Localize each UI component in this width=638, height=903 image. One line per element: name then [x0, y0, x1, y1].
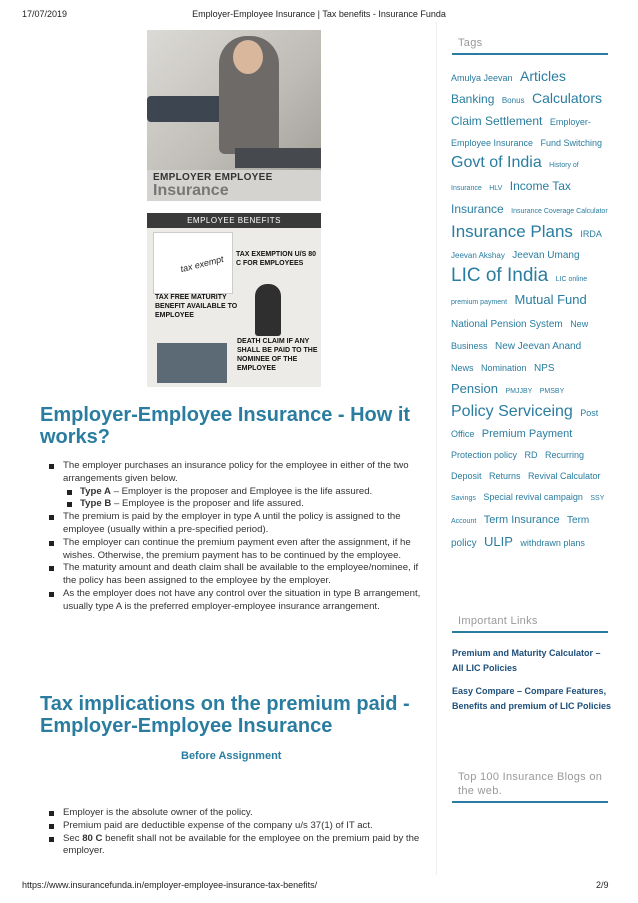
tag-link[interactable]: Term Insurance: [483, 514, 560, 526]
tag-link[interactable]: PMSBY: [539, 388, 565, 395]
tag-link[interactable]: Amulya Jeevan: [451, 73, 513, 83]
infographic-label-tax-exemption: TAX EXEMPTION U/S 80 C FOR EMPLOYEES: [236, 251, 316, 267]
tag-link[interactable]: Fund Switching: [540, 138, 603, 148]
tag-link[interactable]: Insurance Plans: [451, 222, 573, 241]
tag-link[interactable]: Revival Calculator: [527, 471, 601, 481]
list-item: The maturity amount and death claim shall be available to the employee/nominee, if the policy has been assigned to the employee by the employer.: [40, 562, 425, 588]
infographic-label-maturity: TAX FREE MATURITY BENEFIT AVAILABLE TO EMPLOYEE: [155, 294, 238, 319]
tag-link[interactable]: Special revival campaign: [483, 492, 583, 502]
tag-link[interactable]: Claim Settlement: [451, 114, 543, 128]
print-title: Employer-Employee Insurance | Tax benefits - Insurance Funda: [192, 9, 446, 19]
tag-link[interactable]: History of Insurance: [451, 162, 579, 192]
tag-link[interactable]: LIC of India: [451, 265, 549, 286]
list-item: As the employer does not have any control over the situation in type B arrangement, usually type A is the preferred employer-employee insurance arrangement.: [40, 588, 425, 614]
tag-link[interactable]: Returns: [488, 471, 521, 481]
list-item: Employer is the absolute owner of the policy.: [40, 807, 425, 820]
tag-link[interactable]: HLV: [489, 185, 503, 192]
tag-link[interactable]: Policy Serviceing: [451, 403, 573, 420]
print-date: 17/07/2019: [22, 9, 68, 19]
tag-link[interactable]: Govt of India: [451, 154, 542, 171]
tag-link[interactable]: National Pension System: [451, 319, 563, 330]
employee-benefits-infographic: [147, 213, 321, 387]
tag-link[interactable]: IRDA: [580, 229, 602, 239]
tag-link[interactable]: ULIP: [484, 534, 513, 549]
infographic-banner: EMPLOYEE BENEFITS: [147, 213, 321, 228]
list-item: The employer purchases an insurance policy for the employee in either of the two arrangements given below.: [40, 460, 425, 486]
tag-link[interactable]: Jeevan Akshay: [451, 251, 505, 260]
tag-link[interactable]: Insurance Coverage Calculator: [511, 208, 608, 215]
blogs-title-underline: [452, 801, 608, 803]
tag-link[interactable]: Premium Payment: [481, 428, 573, 440]
top-blogs-title: Top 100 Insurance Blogs on the web.: [458, 771, 603, 797]
paper-text: tax exempt: [179, 253, 225, 275]
tag-link[interactable]: withdrawn plans: [520, 538, 585, 548]
tags-widget-title: Tags: [458, 37, 483, 49]
section-heading-how-it-works: Employer-Employee Insurance - How it works?: [40, 404, 411, 448]
tag-link[interactable]: Bonus: [501, 96, 525, 105]
tag-link[interactable]: New Jeevan Anand: [494, 341, 582, 352]
banner-text-line1: EMPLOYER EMPLOYEE: [153, 172, 273, 183]
tag-cloud: [451, 66, 611, 554]
tag-link[interactable]: Jeevan Umang: [512, 250, 580, 261]
tag-link[interactable]: Pension: [451, 381, 498, 396]
tag-link[interactable]: Income Tax Insurance: [451, 179, 571, 216]
tag-link[interactable]: SSY Account: [451, 495, 605, 525]
link-easy-compare[interactable]: Easy Compare – Compare Features, Benefits and premium of LIC Policies: [452, 686, 612, 711]
tags-title-underline: [452, 53, 608, 55]
tag-link[interactable]: Calculators: [531, 90, 602, 106]
tag-link[interactable]: Term policy: [451, 515, 590, 549]
important-links-title: Important Links: [458, 615, 538, 627]
tag-link[interactable]: LIC online premium payment: [451, 276, 588, 306]
print-url: https://www.insurancefunda.in/employer-employee-insurance-tax-benefits/: [22, 880, 318, 890]
section-heading-tax-implications: Tax implications on the premium paid - Employer-Employee Insurance: [40, 693, 410, 737]
employer-employee-banner-image: [147, 30, 321, 201]
tag-link[interactable]: Articles: [520, 68, 566, 84]
page-number: 2/9: [596, 880, 609, 890]
tag-link[interactable]: PMJJBY: [505, 388, 533, 395]
tag-link[interactable]: News: [451, 363, 474, 373]
tag-link[interactable]: Recurring Deposit: [451, 450, 584, 481]
list-item: The employer can continue the premium payment even after the assignment, if he wishes. Otherwise, the premium payment has to be continued by the employee.: [40, 537, 425, 563]
tag-link[interactable]: Protection policy: [451, 450, 518, 460]
tag-link[interactable]: RD: [524, 450, 538, 460]
list-item: Sec 80 C benefit shall not be available for the employee on the premium paid by the employer.: [40, 833, 425, 859]
banner-text-line2: Insurance: [153, 182, 229, 199]
tag-link[interactable]: Post Office: [451, 408, 599, 439]
link-premium-maturity-calculator[interactable]: Premium and Maturity Calculator – All LIC Policies: [452, 648, 601, 673]
list-subitem-type-b: Type B – Employee is the proposer and life assured.: [40, 498, 425, 511]
list-subitem-type-a: Type A – Employer is the proposer and Employee is the life assured.: [40, 486, 425, 499]
tag-link[interactable]: Employer-Employee Insurance: [451, 117, 591, 148]
tag-link[interactable]: New Business: [451, 319, 589, 351]
tag-link[interactable]: Savings: [451, 495, 476, 502]
infographic-label-death-claim: DEATH CLAIM IF ANY SHALL BE PAID TO THE NOMINEE OF THE EMPLOYEE: [237, 338, 318, 372]
list-item: The premium is paid by the employer in type A until the policy is assigned to the employee (usually within a pre-specified period).: [40, 511, 425, 537]
tax-implications-list: [40, 807, 425, 858]
list-item: Premium paid are deductible expense of the company u/s 37(1) of IT act.: [40, 820, 425, 833]
important-links-list: [452, 646, 612, 714]
tag-link[interactable]: Banking: [451, 92, 495, 106]
how-it-works-list: [40, 460, 425, 614]
subheading-before-assignment: Before Assignment: [181, 750, 282, 762]
tag-link[interactable]: Mutual Fund: [514, 292, 587, 307]
tag-link[interactable]: NPS: [533, 363, 555, 374]
tag-link[interactable]: Nomination: [480, 363, 527, 373]
links-title-underline: [452, 631, 608, 633]
